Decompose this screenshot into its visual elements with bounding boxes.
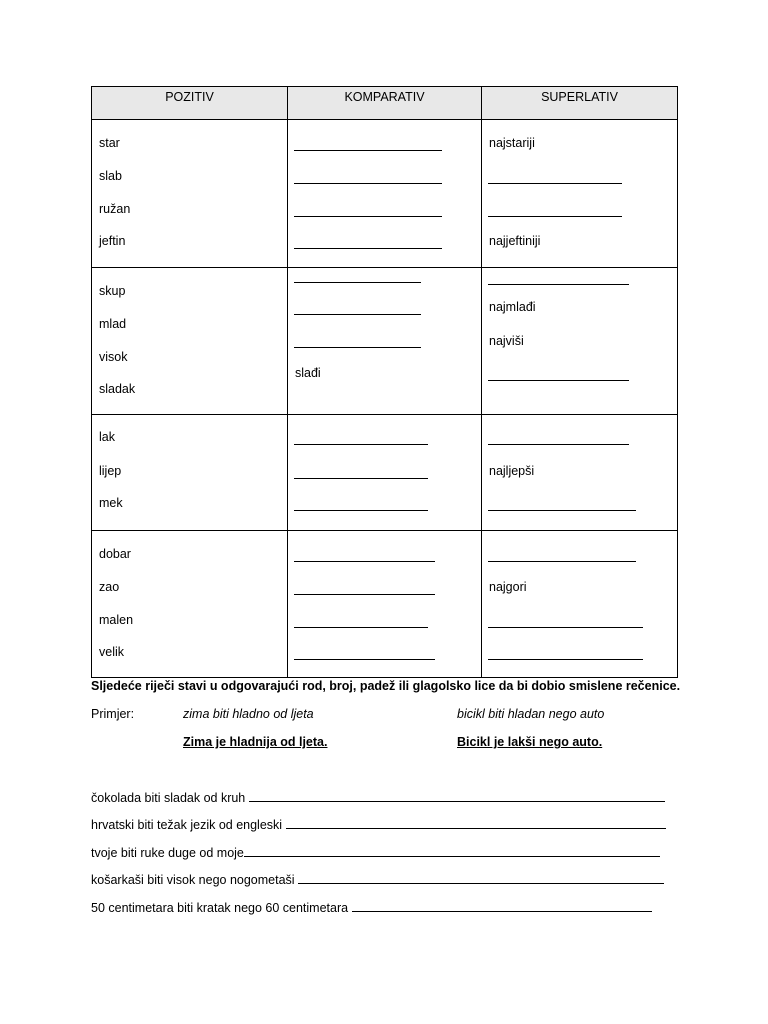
answer-blank[interactable] [294, 444, 428, 445]
komparativ-cell [288, 268, 482, 415]
pozitiv-word: velik [99, 645, 125, 659]
superlativ-word: najljepši [489, 464, 535, 478]
answer-blank[interactable] [294, 183, 442, 184]
answer-blank[interactable] [294, 347, 421, 348]
pozitiv-word: star [99, 136, 120, 150]
answer-blank[interactable] [488, 627, 643, 628]
answer-blank[interactable] [294, 478, 428, 479]
pozitiv-word: slab [99, 169, 122, 183]
answer-blank[interactable] [294, 561, 435, 562]
header-superlativ: SUPERLATIV [482, 87, 678, 120]
superlativ-word: najjeftiniji [489, 234, 541, 248]
sentence-prompt: čokolada biti sladak od kruh [91, 791, 246, 805]
pozitiv-word: jeftin [99, 234, 126, 248]
example-answer: Bicikl je lakši nego auto. [457, 735, 603, 749]
superlativ-cell [482, 415, 678, 531]
instruction-text: Sljedeće riječi stavi u odgovarajući rod, broj, padež ili glagolsko lice da bi dobio smislene rečenice. [91, 679, 681, 693]
superlativ-word: najgori [489, 580, 527, 594]
superlativ-cell [482, 120, 678, 268]
sentence-item [91, 790, 665, 805]
header-pozitiv: POZITIV [92, 87, 288, 120]
answer-blank[interactable] [488, 510, 636, 511]
pozitiv-cell [92, 415, 288, 531]
pozitiv-word: lijep [99, 464, 122, 478]
sentence-prompt: 50 centimetara biti kratak nego 60 centimetara [91, 901, 349, 915]
sentence-item [91, 845, 660, 860]
pozitiv-cell [92, 268, 288, 415]
sentence-prompt: tvoje biti ruke duge od moje [91, 846, 244, 860]
answer-blank[interactable] [294, 282, 421, 283]
answer-blank[interactable] [352, 900, 652, 912]
comparison-table [91, 86, 678, 678]
sentence-prompt: košarkaši biti visok nego nogometaši [91, 873, 295, 887]
pozitiv-word: lak [99, 430, 115, 444]
superlativ-word: najstariji [489, 136, 535, 150]
table-row [92, 531, 678, 678]
pozitiv-word: sladak [99, 382, 136, 396]
answer-blank[interactable] [298, 872, 664, 884]
example-label: Primjer: [91, 707, 135, 721]
answer-blank[interactable] [244, 845, 660, 857]
komparativ-cell [288, 531, 482, 678]
answer-blank[interactable] [294, 314, 421, 315]
superlativ-cell [482, 268, 678, 415]
answer-blank[interactable] [488, 380, 629, 381]
answer-blank[interactable] [294, 510, 428, 511]
pozitiv-word: mek [99, 496, 123, 510]
answer-blank[interactable] [294, 627, 428, 628]
answer-blank[interactable] [488, 659, 643, 660]
pozitiv-word: ružan [99, 202, 131, 216]
answer-blank[interactable] [294, 216, 442, 217]
pozitiv-word: visok [99, 350, 128, 364]
pozitiv-word: skup [99, 284, 126, 298]
answer-blank[interactable] [294, 248, 442, 249]
pozitiv-word: malen [99, 613, 134, 627]
answer-blank[interactable] [294, 659, 435, 660]
example-answer: Zima je hladnija od ljeta. [183, 735, 328, 749]
answer-blank[interactable] [488, 216, 622, 217]
superlativ-cell [482, 531, 678, 678]
answer-blank[interactable] [294, 594, 435, 595]
sentence-item [91, 817, 666, 832]
sentence-item [91, 900, 652, 915]
pozitiv-word: mlad [99, 317, 127, 331]
answer-blank[interactable] [294, 150, 442, 151]
answer-blank[interactable] [488, 284, 629, 285]
table-row [92, 268, 678, 415]
table-row [92, 120, 678, 268]
superlativ-word: najviši [489, 334, 524, 348]
pozitiv-cell [92, 120, 288, 268]
superlativ-word: najmlađi [489, 300, 536, 314]
example-prompt: zima biti hladno od ljeta [183, 707, 314, 721]
komparativ-word: slađi [295, 366, 321, 380]
pozitiv-cell [92, 531, 288, 678]
pozitiv-word: zao [99, 580, 120, 594]
table-row [92, 415, 678, 531]
answer-blank[interactable] [286, 817, 666, 829]
answer-blank[interactable] [249, 790, 665, 802]
pozitiv-word: dobar [99, 547, 131, 561]
header-komparativ: KOMPARATIV [288, 87, 482, 120]
komparativ-cell [288, 120, 482, 268]
sentence-item [91, 872, 664, 887]
answer-blank[interactable] [488, 444, 629, 445]
answer-blank[interactable] [488, 561, 636, 562]
sentence-prompt: hrvatski biti težak jezik od engleski [91, 818, 283, 832]
table-header-row [92, 87, 678, 120]
example-prompt: bicikl biti hladan nego auto [457, 707, 605, 721]
answer-blank[interactable] [488, 183, 622, 184]
komparativ-cell [288, 415, 482, 531]
